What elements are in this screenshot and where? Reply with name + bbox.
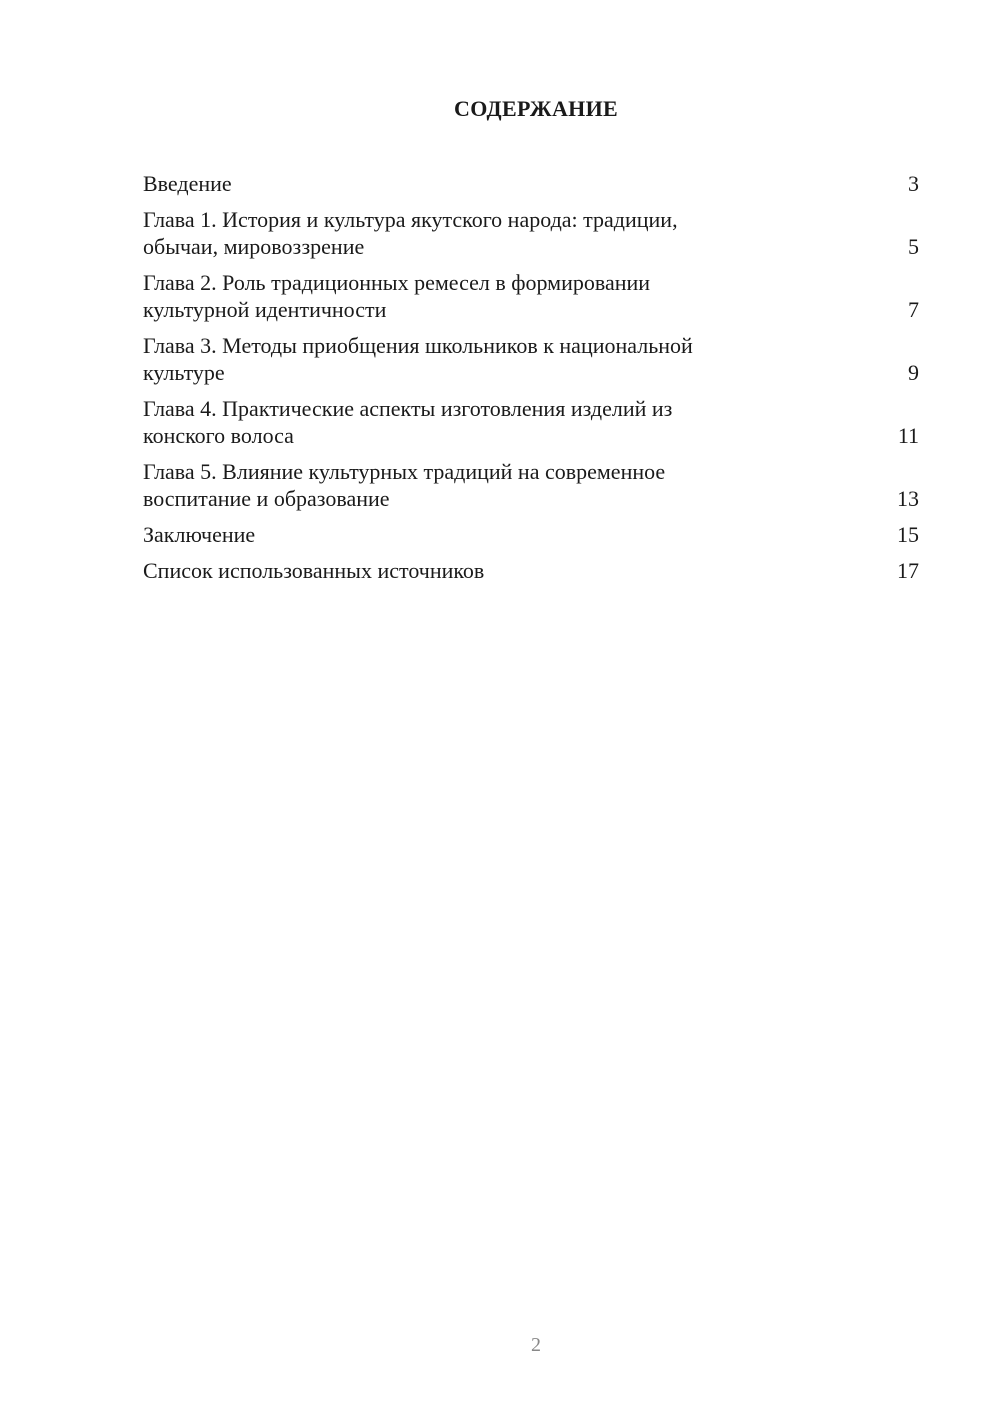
toc-entry-title: Список использованных источников <box>143 558 485 583</box>
toc-entry <box>143 557 919 584</box>
toc-entry-page: 9 <box>908 360 919 385</box>
toc-entry-title: Глава 2. Роль традиционных ремесел в формировании культурной идентичности <box>143 270 651 322</box>
toc-entry-page: 11 <box>897 423 919 448</box>
toc-entry-page: 15 <box>897 522 919 547</box>
toc-entry-page: 3 <box>908 171 919 196</box>
toc-entry-title: Глава 1. История и культура якутского народа: традиции, обычаи, мировоззрение <box>143 207 678 259</box>
toc-entry-page: 5 <box>908 234 919 259</box>
toc-entry-page: 17 <box>897 558 919 583</box>
toc-entry <box>143 206 919 260</box>
toc-entry-title: Введение <box>143 171 232 196</box>
toc-entry <box>143 395 919 449</box>
toc-entry <box>143 170 919 197</box>
toc-title: СОДЕРЖАНИЕ <box>454 96 618 121</box>
toc-entry-title: Глава 3. Методы приобщения школьников к национальной культуре <box>143 333 693 385</box>
page-number: 2 <box>531 1334 541 1356</box>
table-of-contents <box>143 170 919 593</box>
toc-entry-title: Глава 4. Практические аспекты изготовления изделий из конского волоса <box>143 396 673 448</box>
toc-entry-title: Заключение <box>143 522 256 547</box>
toc-entry <box>143 269 919 323</box>
toc-entry <box>143 521 919 548</box>
toc-entry <box>143 332 919 386</box>
toc-entry <box>143 458 919 512</box>
toc-entry-page: 13 <box>897 486 919 511</box>
toc-entry-page: 7 <box>908 297 919 322</box>
toc-entry-title: Глава 5. Влияние культурных традиций на современное воспитание и образование <box>143 459 666 511</box>
